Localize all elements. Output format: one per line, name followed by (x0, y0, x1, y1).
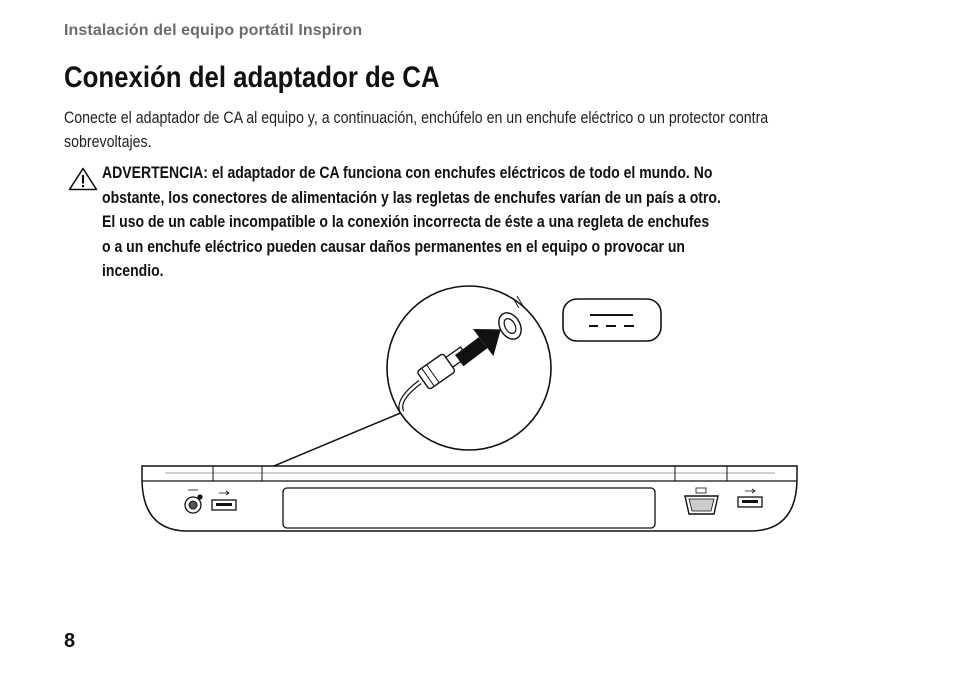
warning-line: ADVERTENCIA: el adaptador de CA funciona con enchufes eléctricos de todo el mundo. No (102, 164, 713, 182)
dc-power-symbol-icon (563, 299, 661, 341)
warning-line: incendio. (102, 262, 164, 280)
warning-text (102, 161, 842, 284)
warning-line: o a un enchufe eléctrico pueden causar daños permanentes en el equipo o provocar un (102, 237, 685, 256)
laptop-back-panel (142, 466, 797, 531)
warning-triangle-icon (68, 167, 98, 191)
page-number: 8 (64, 630, 76, 652)
zoom-detail-circle (387, 286, 551, 450)
warning-line: El uso de un cable incompatible o la conexión incorrecta de éste a una regleta de enchufes (102, 213, 710, 231)
ac-adapter-connection-illustration (0, 280, 954, 540)
running-header: Instalación del equipo portátil Inspiron (64, 22, 363, 39)
intro-paragraph: Conecte el adaptador de CA al equipo y, a continuación, enchúfelo en un enchufe eléctrico o un protector contra sobrevoltajes. (64, 109, 769, 151)
warning-line: obstante, los conectores de alimentación y las regletas de enchufes varían de un país a otro. (102, 188, 721, 207)
section-title: Conexión del adaptador de CA (64, 61, 440, 94)
